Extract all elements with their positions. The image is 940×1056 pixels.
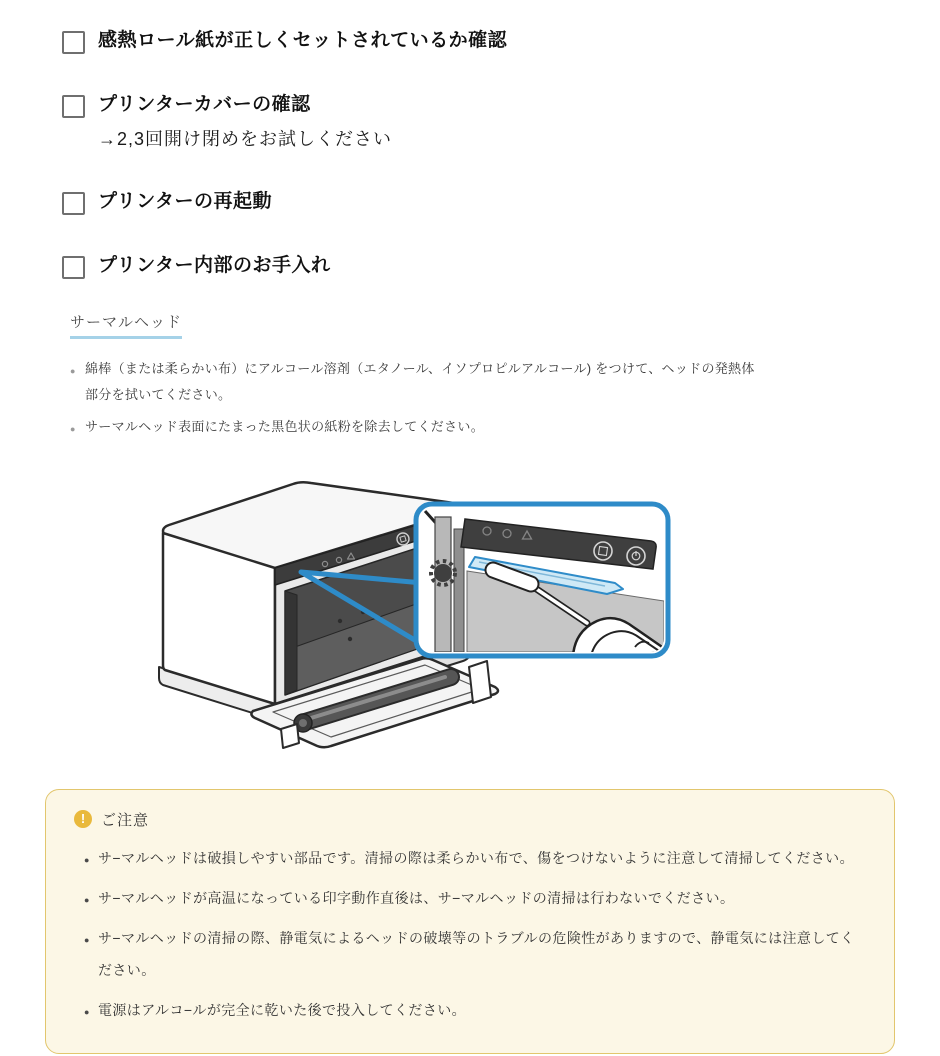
checkbox[interactable]	[62, 256, 85, 279]
checkbox[interactable]	[62, 95, 85, 118]
checkbox[interactable]	[62, 192, 85, 215]
checklist-item-restart	[62, 191, 895, 215]
check-label: プリンター内部のお手入れ	[98, 254, 331, 276]
notice-header	[74, 809, 866, 830]
thermal-head-link[interactable]: サーマルヘッド	[70, 311, 182, 339]
checklist-item-cover	[62, 94, 895, 151]
check-label: プリンターカバーの確認	[98, 94, 311, 115]
check-note: →2,3回開け閉めをお試しください	[98, 128, 393, 149]
notice-item: ● 電源はアルコ−ルが完全に乾いた後で投入してください。	[84, 994, 866, 1026]
thermal-head-bullets	[70, 356, 765, 441]
notice-item: ● サ−マルヘッドが高温になっている印字動作直後は、サ−マルヘッドの清掃は行わないでください。	[84, 882, 866, 914]
notice-item: ● サ−マルヘッドは破損しやすい部品です。清掃の際は柔らかい布で、傷をつけないように注意して清掃してください。	[84, 842, 866, 874]
checklist-item-cleaning	[62, 255, 895, 279]
bullet-item: ● 綿棒（または柔らかい布）にアルコール溶剤（エタノール、イソプロピルアルコール) をつけて、ヘッドの発熱体部分を拭いてください。	[70, 356, 765, 409]
notice-title: ご注意	[101, 811, 150, 829]
printer-illustration	[135, 471, 695, 771]
gear-icon	[434, 564, 452, 582]
notice-box	[45, 789, 895, 1054]
thermal-head-section	[70, 311, 895, 441]
exclamation-circle-icon: !	[74, 810, 92, 828]
check-label: 感熱ロール紙が正しくセットされているか確認	[98, 30, 508, 51]
check-label: プリンターの再起動	[98, 190, 272, 212]
checklist-item-paper	[62, 30, 895, 54]
callout-box	[416, 504, 668, 657]
checkbox[interactable]	[62, 31, 85, 54]
notice-item: ● サ−マルヘッドの清掃の際、静電気によるヘッドの破壊等のトラブルの危険性がありますので、静電気には注意してください。	[84, 922, 866, 986]
bullet-item: ● サーマルヘッド表面にたまった黒色状の紙粉を除去してください。	[70, 414, 765, 441]
notice-bullets	[84, 842, 866, 1027]
printer-figure-svg	[135, 471, 695, 771]
